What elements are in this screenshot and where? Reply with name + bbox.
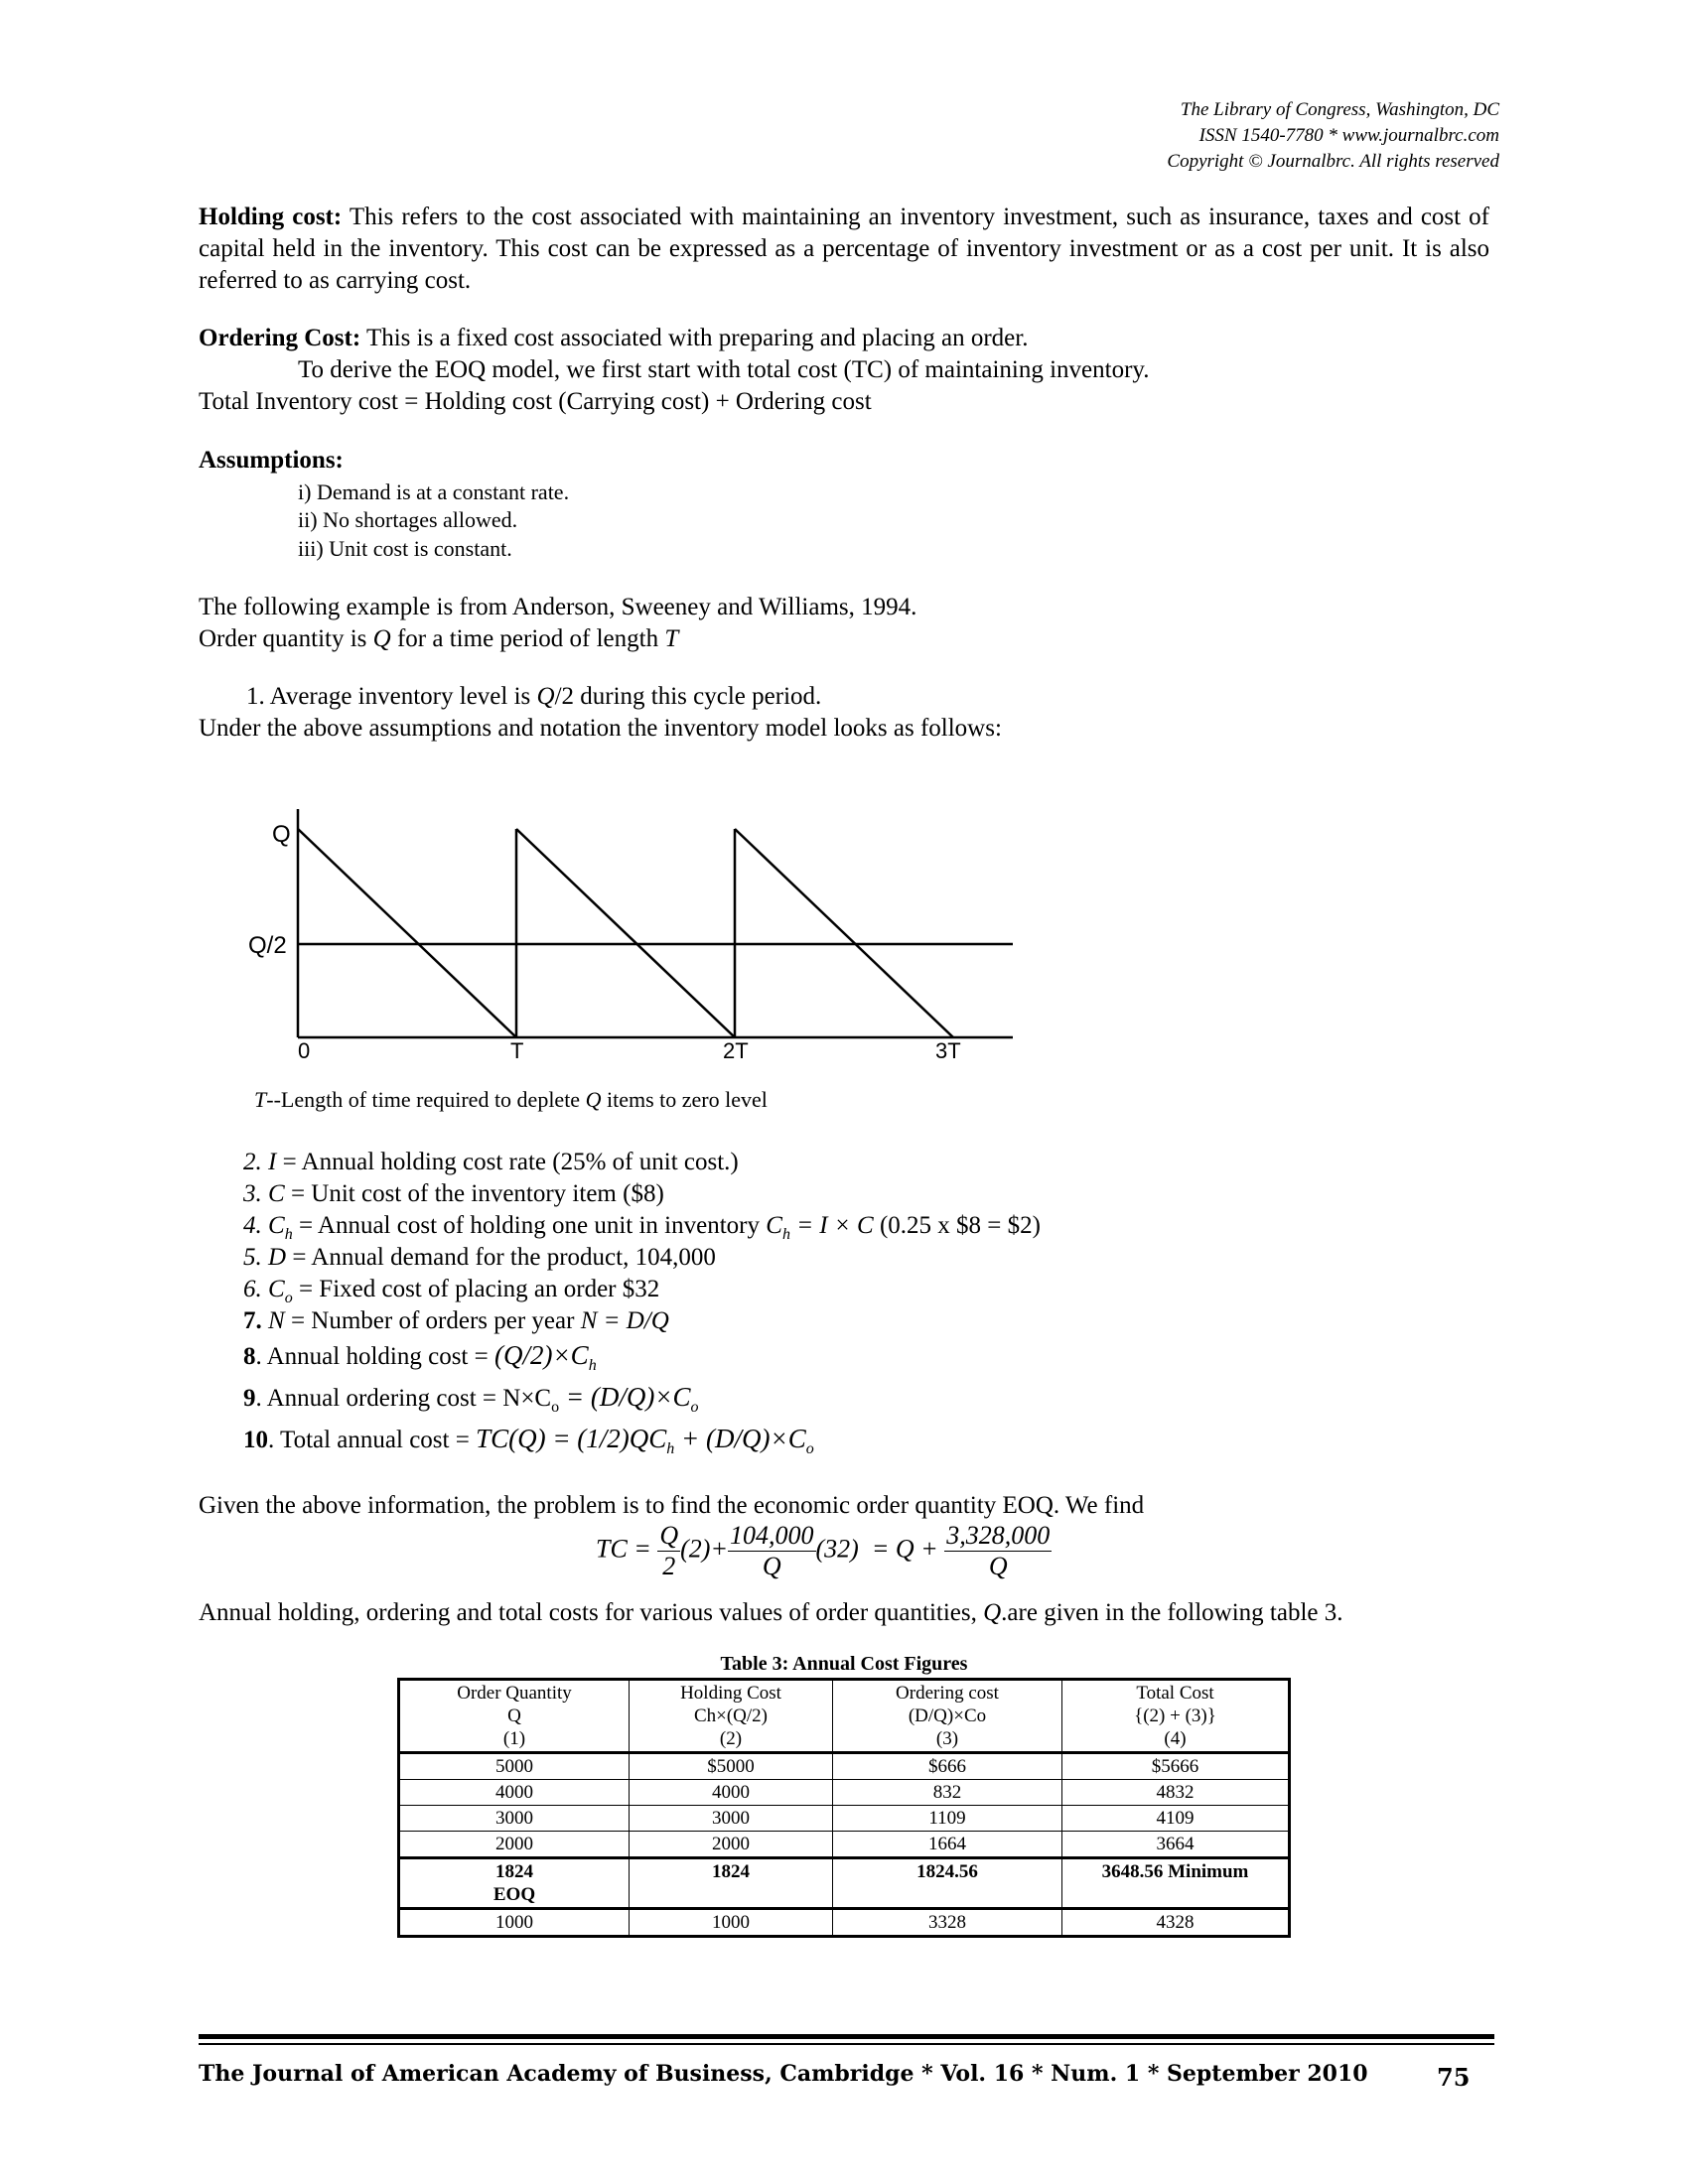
diagram-caption: T--Length of time required to deplete Q items to zero level: [254, 1087, 768, 1112]
annual-cost-table: [397, 1678, 1291, 1938]
given-line: Given the above information, the problem is to find the economic order quantity EOQ. We find: [199, 1492, 1145, 1519]
holding-cost-text: This refers to the cost associated with maintaining an inventory investment, such as insurance, taxes and cost of capital held in the inventory. This cost can be expressed as a percentage of inventory investment or as a cost per unit. It is also referred to as carrying cost.: [199, 204, 1489, 294]
table-row-eoq: 1824 EOQ 1824 1824.56 3648.56 Minimum: [399, 1858, 1290, 1909]
label-half-q: Q/2: [248, 932, 287, 959]
header-line-3: Copyright © Journalbrc. All rights reserved: [1167, 151, 1499, 172]
assumption-1: i) Demand is at a constant rate.: [298, 479, 570, 504]
label-3t: 3T: [935, 1038, 961, 1063]
annual-costs-line: Annual holding, ordering and total costs for various values of order quantities, Q.are given in the following table 3.: [199, 1599, 1343, 1626]
list-item-5: 5. D = Annual demand for the product, 104,000: [243, 1244, 716, 1271]
header-ordering-cost: Ordering cost (D/Q)×Co (3): [833, 1680, 1062, 1753]
label-2t: 2T: [723, 1038, 749, 1063]
footer-rule-thin: [199, 2043, 1494, 2045]
header-holding-cost: Holding Cost Ch×(Q/2) (2): [630, 1680, 833, 1753]
inventory-sawtooth-diagram: [228, 794, 1043, 1072]
header-line-2: ISSN 1540-7780 * www.journalbrc.com: [1198, 125, 1499, 146]
journal-header: [1167, 97, 1499, 175]
list-item-6: 6. $C_o$ = Fixed cost of placing an order $32: [243, 1276, 660, 1306]
list-item-4: 4. $C_h$ = Annual cost of holding one unit in inventory $C_h = I \times C$ (0.25 x $8 = $2): [243, 1212, 1041, 1243]
average-inventory-line: 1. Average inventory level is Q/2 during this cycle period.: [246, 683, 822, 710]
depletion-line-2: [516, 829, 735, 1037]
table-row: 5000 $5000 $666 $5666: [399, 1753, 1290, 1780]
header-total-cost: Total Cost {(2) + (3)} (4): [1062, 1680, 1290, 1753]
table-header-row: [399, 1680, 1290, 1753]
footer-rule-thick: [199, 2034, 1494, 2039]
table-row: 4000 4000 832 4832: [399, 1780, 1290, 1806]
ordering-cost-paragraph: [199, 323, 1489, 354]
depletion-line-1: [298, 829, 516, 1037]
table-caption: Table 3: Annual Cost Figures: [720, 1653, 968, 1675]
model-intro-line: Under the above assumptions and notation the inventory model looks as follows:: [199, 715, 1002, 742]
ordering-cost-label: Ordering Cost:: [199, 325, 361, 351]
ordering-cost-text: This is a fixed cost associated with preparing and placing an order.: [360, 325, 1029, 351]
label-zero: 0: [298, 1038, 311, 1063]
list-item-2: 2. I = Annual holding cost rate (25% of unit cost.): [243, 1149, 739, 1175]
list-item-9: 9. Annual ordering $\cos t = N\times C_o = (D/Q)\times C_o$: [243, 1382, 699, 1416]
table-row: 3000 3000 1109 4109: [399, 1806, 1290, 1832]
example-source-line: The following example is from Anderson, Sweeney and Williams, 1994.: [199, 594, 917, 620]
assumption-2: ii) No shortages allowed.: [298, 507, 518, 532]
header-line-1: The Library of Congress, Washington, DC: [1180, 99, 1499, 120]
page-number: 75: [1437, 2063, 1471, 2092]
label-t: T: [510, 1038, 524, 1063]
tc-equation: TC = $\frac{Q}{2}$ (2)+ $\frac{104,000}{Q}$ (32) = Q + $\frac{3,328,000}{Q}$: [596, 1521, 1051, 1580]
holding-cost-label: Holding cost:: [199, 204, 343, 230]
total-inventory-cost-line: Total Inventory cost = Holding cost (Carrying cost) + Ordering cost: [199, 388, 872, 415]
list-item-8: 8. Annual holding $\cos t = (Q/2)\times C_h$: [243, 1340, 597, 1374]
list-item-10: 10. Total annual $\cos t = TC(Q) = (1/2)QC_h + (D/Q)\times C_o$: [243, 1424, 814, 1457]
eoq-derivation-line: To derive the EOQ model, we first start with total cost (TC) of maintaining inventory.: [298, 356, 1150, 383]
assumptions-title: Assumptions:: [199, 447, 344, 474]
table-row: 2000 2000 1664 3664: [399, 1832, 1290, 1858]
list-item-7: 7. N = Number of orders per year N = D/Q: [243, 1307, 669, 1334]
footer-journal: The Journal of American Academy of Business, Cambridge * Vol. 16 * Num. 1 * September 2010: [199, 2061, 1368, 2087]
table-row: 1000 1000 3328 4328: [399, 1909, 1290, 1937]
order-quantity-line: Order quantity is Q for a time period of length T: [199, 625, 679, 652]
holding-cost-paragraph: [199, 202, 1489, 297]
depletion-line-3: [735, 829, 953, 1037]
header-order-quantity: Order Quantity Q (1): [399, 1680, 630, 1753]
label-q: Q: [272, 821, 291, 848]
assumption-3: iii) Unit cost is constant.: [298, 536, 512, 561]
list-item-3: 3. C = Unit cost of the inventory item ($8): [243, 1180, 664, 1207]
